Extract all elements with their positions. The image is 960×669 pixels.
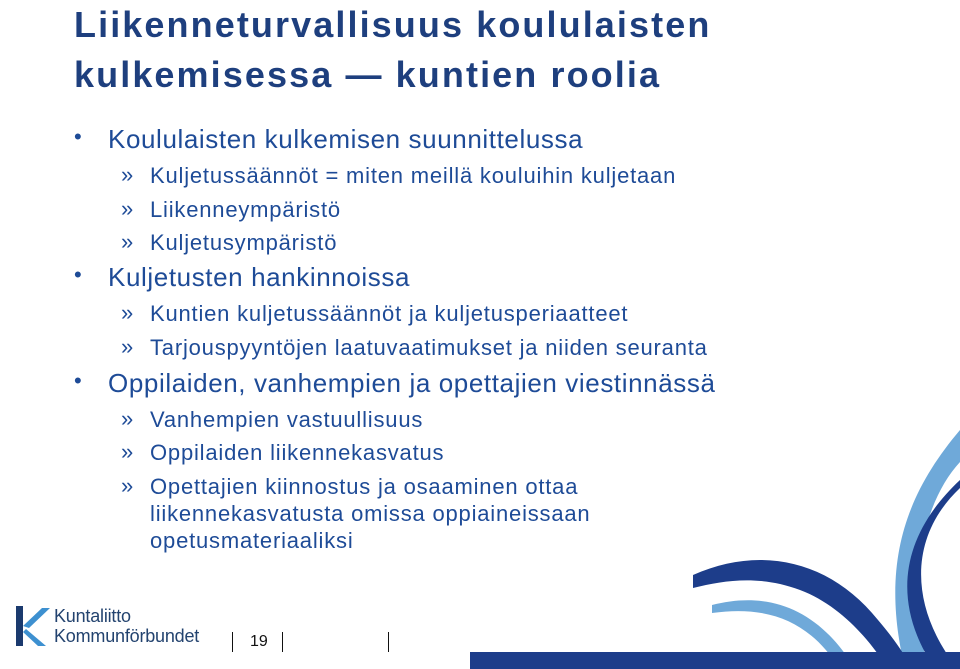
logo-line-2: Kommunförbundet: [54, 626, 200, 646]
kuntaliitto-logo: [12, 604, 212, 650]
sub-bullet-text: Liikenneympäristö: [150, 197, 341, 222]
bullet-text: Oppilaiden, vanhempien ja opettajien viestinnässä: [108, 368, 716, 398]
sub-bullet-text: [150, 473, 590, 554]
bullet-text: Koululaisten kulkemisen suunnittelussa: [108, 124, 584, 154]
swoosh-light-outer: [895, 430, 960, 669]
page-number: 19: [250, 633, 268, 650]
bullet-text: Kuljetusten hankinnoissa: [108, 262, 411, 292]
sub-bullet-line: liikennekasvatusta omissa oppiaineissaan: [150, 501, 591, 526]
swoosh-bottom-strip: [470, 652, 960, 669]
sub-bullet-text: Vanhempien vastuullisuus: [150, 407, 424, 432]
slide-title: [74, 0, 711, 100]
sub-bullet-marker: »: [121, 300, 135, 325]
kuntaliitto-logo-icon: [12, 604, 52, 650]
slide-title-line-1: Liikenneturvallisuus koululaisten: [74, 4, 712, 45]
logo-line-1: Kuntaliitto: [54, 606, 131, 626]
sub-bullet-line: opetusmateriaaliksi: [150, 528, 354, 553]
sub-bullet-text: Kuntien kuljetussäännöt ja kuljetusperiaatteet: [150, 301, 629, 326]
footer-separator: [232, 632, 233, 652]
bullet-marker: •: [74, 124, 83, 149]
sub-bullet-marker: »: [121, 406, 135, 431]
sub-bullet-line: Opettajien kiinnostus ja osaaminen ottaa: [150, 474, 579, 499]
slide-title-line-2: kulkemisessa — kuntien roolia: [74, 54, 662, 95]
sub-bullet-marker: »: [121, 196, 135, 221]
footer-separator: [388, 632, 389, 652]
bullet-marker: •: [74, 368, 83, 393]
sub-bullet-text: Tarjouspyyntöjen laatuvaatimukset ja niiden seuranta: [150, 335, 708, 360]
sub-bullet-text: Kuljetussäännöt = miten meillä kouluihin kuljetaan: [150, 163, 677, 188]
sub-bullet-marker: »: [121, 473, 135, 498]
sub-bullet-text: Kuljetusympäristö: [150, 230, 338, 255]
bullet-marker: •: [74, 262, 83, 287]
swoosh-dark-arc: [693, 560, 912, 669]
sub-bullet-marker: »: [121, 334, 135, 359]
sub-bullet-text: Oppilaiden liikennekasvatus: [150, 440, 445, 465]
sub-bullet-marker: »: [121, 229, 135, 254]
footer-separator: [282, 632, 283, 652]
swoosh-light-arc: [712, 600, 855, 669]
swoosh-dark-band: [907, 480, 960, 669]
sub-bullet-marker: »: [121, 162, 135, 187]
sub-bullet-marker: »: [121, 439, 135, 464]
kuntaliitto-logo-text: [54, 606, 199, 646]
